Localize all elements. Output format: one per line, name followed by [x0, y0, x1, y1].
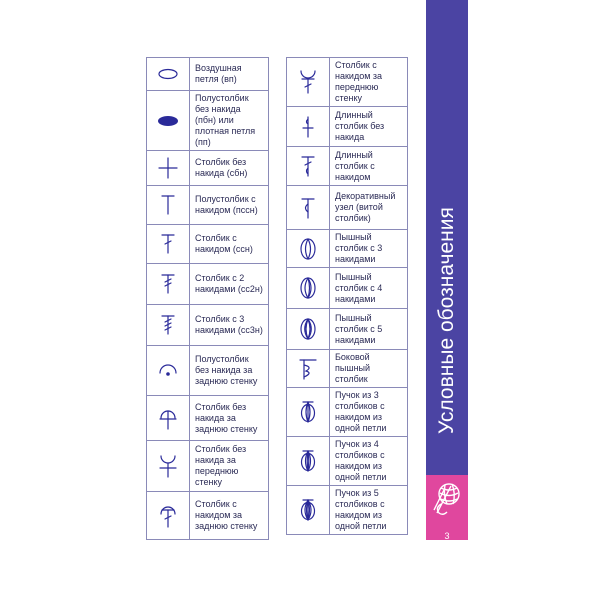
- symbol-row: [287, 486, 408, 535]
- symbol-row: [287, 350, 408, 388]
- symbol-row: [147, 305, 269, 346]
- symbol-description: Длинный столбик без накида: [330, 107, 408, 147]
- double-crochet-icon: [156, 232, 180, 256]
- puff-3-icon: [296, 237, 320, 261]
- symbol-cell: [287, 58, 330, 107]
- cluster-3-icon: [296, 400, 320, 424]
- single-crochet-back-loop-icon: [156, 406, 180, 430]
- single-crochet-front-loop-icon: [156, 454, 180, 478]
- symbol-cell: [287, 350, 330, 388]
- twisted-stitch-icon: [296, 196, 320, 220]
- symbol-cell: [147, 186, 190, 225]
- symbol-description: Полустолбик без накида за заднюю стенку: [190, 346, 269, 396]
- symbol-row: [147, 396, 269, 441]
- symbol-description: Столбик с накидом за переднюю стенку: [330, 58, 408, 107]
- symbol-row: [287, 309, 408, 350]
- symbol-description: Пучок из 4 столбиков с накидом из одной петли: [330, 437, 408, 486]
- symbol-row: [287, 268, 408, 309]
- long-double-crochet-icon: [296, 154, 320, 178]
- symbol-description: Декоративный узел (витой столбик): [330, 186, 408, 230]
- symbol-cell: [287, 147, 330, 186]
- symbol-description: Столбик с накидом (ссн): [190, 225, 269, 264]
- cluster-5-icon: [296, 498, 320, 522]
- symbol-row: [147, 264, 269, 305]
- slip-stitch-icon: [156, 109, 180, 133]
- symbol-cell: [287, 107, 330, 147]
- half-stitch-back-loop-icon: [156, 359, 180, 383]
- symbol-row: [147, 441, 269, 492]
- long-single-crochet-icon: [296, 115, 320, 139]
- symbol-cell: [147, 396, 190, 441]
- symbol-cell: [147, 58, 190, 91]
- single-crochet-icon: [156, 156, 180, 180]
- symbol-description: Полустолбик без накида (пбн) или плотная петля (пп): [190, 91, 269, 151]
- symbol-cell: [287, 437, 330, 486]
- left-symbol-table: [146, 57, 269, 540]
- page-number: 3: [444, 531, 450, 541]
- symbol-row: [287, 58, 408, 107]
- half-double-crochet-icon: [156, 193, 180, 217]
- symbol-description: Столбик без накида (сбн): [190, 151, 269, 186]
- symbol-row: [287, 147, 408, 186]
- double-crochet-front-loop-icon: [296, 70, 320, 94]
- symbol-row: [287, 186, 408, 230]
- symbol-cell: [147, 264, 190, 305]
- symbol-row: [287, 437, 408, 486]
- symbol-row: [147, 91, 269, 151]
- symbol-row: [147, 346, 269, 396]
- symbol-row: [147, 151, 269, 186]
- double-treble-crochet-icon: [156, 313, 180, 337]
- symbol-description: Столбик с накидом за заднюю стенку: [190, 492, 269, 540]
- symbol-cell: [287, 186, 330, 230]
- symbol-cell: [287, 230, 330, 268]
- symbol-description: Пышный столбик с 3 накидами: [330, 230, 408, 268]
- symbol-cell: [287, 388, 330, 437]
- symbol-cell: [287, 268, 330, 309]
- treble-crochet-icon: [156, 272, 180, 296]
- symbol-cell: [147, 346, 190, 396]
- symbol-cell: [147, 225, 190, 264]
- symbol-cell: [287, 309, 330, 350]
- symbol-row: [287, 388, 408, 437]
- right-symbol-table: [286, 57, 408, 535]
- symbol-description: Столбик без накида за заднюю стенку: [190, 396, 269, 441]
- symbol-description: Длинный столбик с накидом: [330, 147, 408, 186]
- symbol-description: Столбик с 3 накидами (сс3н): [190, 305, 269, 346]
- symbol-description: Воздушная петля (вп): [190, 58, 269, 91]
- double-crochet-back-loop-icon: [156, 504, 180, 528]
- cluster-4-icon: [296, 449, 320, 473]
- side-puff-icon: [296, 357, 320, 381]
- puff-4-icon: [296, 276, 320, 300]
- symbol-cell: [287, 486, 330, 535]
- puff-5-icon: [296, 317, 320, 341]
- symbol-description: Полустолбик с накидом (пссн): [190, 186, 269, 225]
- page-title: Условные обозначения: [435, 207, 458, 434]
- symbol-cell: [147, 441, 190, 492]
- symbol-row: [287, 107, 408, 147]
- symbol-cell: [147, 492, 190, 540]
- symbol-cell: [147, 151, 190, 186]
- yarn-ball-icon: [431, 480, 463, 516]
- symbol-cell: [147, 305, 190, 346]
- symbol-row: [147, 492, 269, 540]
- symbol-row: [147, 225, 269, 264]
- symbol-description: Боковой пышный столбик: [330, 350, 408, 388]
- symbol-description: Пышный столбик с 4 накидами: [330, 268, 408, 309]
- symbol-description: Пучок из 3 столбиков с накидом из одной петли: [330, 388, 408, 437]
- symbol-row: [147, 58, 269, 91]
- chain-stitch-icon: [156, 62, 180, 86]
- symbol-description: Пышный столбик с 5 накидами: [330, 309, 408, 350]
- symbol-cell: [147, 91, 190, 151]
- symbol-description: Столбик с 2 накидами (сс2н): [190, 264, 269, 305]
- symbol-row: [287, 230, 408, 268]
- symbol-row: [147, 186, 269, 225]
- sidebar: [426, 0, 468, 600]
- symbol-description: Столбик без накида за переднюю стенку: [190, 441, 269, 492]
- symbol-description: Пучок из 5 столбиков с накидом из одной петли: [330, 486, 408, 535]
